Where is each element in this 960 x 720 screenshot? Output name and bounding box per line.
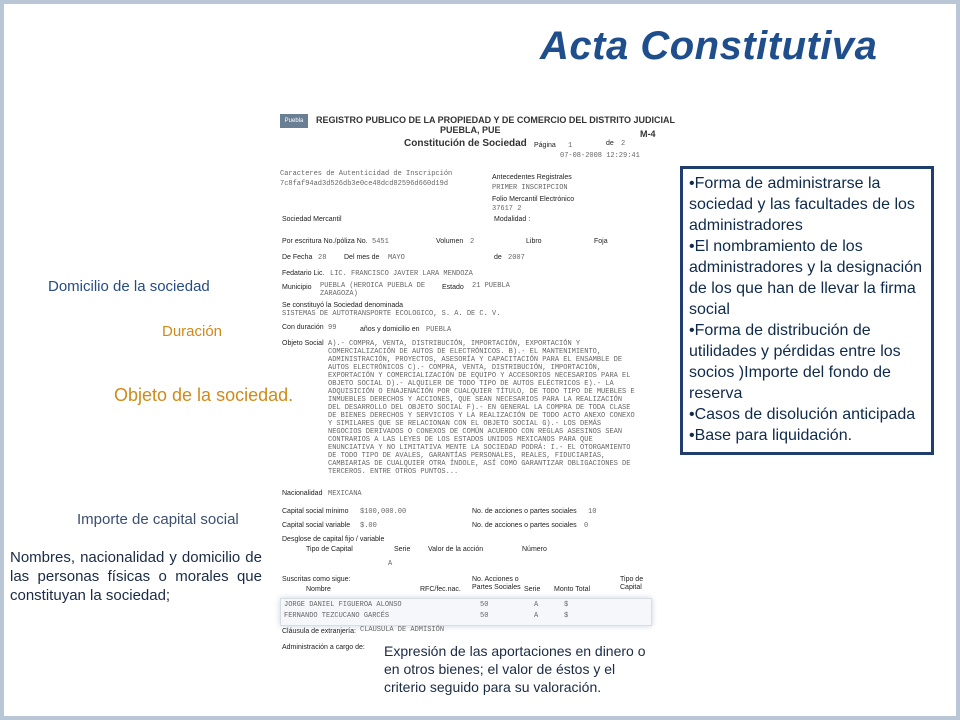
- table-row-socio-1-nombre: JORGE DANIEL FIGUEROA ALONSO: [284, 601, 402, 609]
- doc-valor-header: Valor de la acción: [428, 546, 484, 553]
- doc-fedatario-value: LIC. FRANCISCO JAVIER LARA MENDOZA: [330, 270, 473, 278]
- doc-mes-label: Del mes de: [344, 254, 380, 261]
- doc-col-tipo: Tipo de Capital: [620, 576, 644, 591]
- doc-fecha-value: 28: [318, 254, 327, 262]
- doc-page-total: 2: [621, 140, 626, 148]
- doc-timestamp: 07-08-2008 12:29:41: [560, 152, 640, 160]
- doc-libro-label: Libro: [526, 238, 542, 245]
- doc-constituyo-label: Se constituyó la Sociedad denominada: [282, 302, 404, 309]
- requirement-item: •El nombramiento de los administradores y la designación de los que han de llevar la firma social: [689, 238, 923, 318]
- annotation-importe: Importe de capital social: [77, 511, 239, 528]
- doc-header-title: Constitución de Sociedad: [404, 138, 527, 149]
- doc-clausula-value: CLAUSULA DE ADMISIÓN: [360, 626, 445, 634]
- doc-fecha-label: De Fecha: [282, 254, 313, 261]
- doc-acciones-label: No. de acciones o partes sociales: [472, 508, 577, 515]
- registry-logo: Puebla: [280, 114, 308, 128]
- doc-suscritas-label: Suscritas como sigue:: [282, 576, 351, 583]
- doc-folio-value: 37617 2: [492, 205, 522, 213]
- requirement-item: •Forma de administrarse la sociedad y las facultades de los administradores: [689, 175, 915, 234]
- doc-desglose-label: Desglose de capital fijo / variable: [282, 536, 385, 543]
- doc-numero-header: Número: [522, 546, 547, 553]
- doc-page-label: Página: [534, 142, 556, 149]
- doc-duracion-label: Con duración: [282, 324, 324, 331]
- requirement-item: •Forma de distribución de utilidades y pérdidas entre los socios )Importe del fondo de reserva: [689, 322, 901, 402]
- doc-tipo-header: Tipo de Capital: [306, 546, 353, 553]
- doc-objeto-value: A).- COMPRA, VENTA, DISTRIBUCIÓN, IMPORTACIÓN, EXPORTACIÓN Y COMERCIALIZACIÓN DE AUTOS DE ELECTRÓNICOS. B).- EL MANTENIMIENTO, ADMINISTRACIÓN, PROYECTOS, ASESORÍA Y CAPACITACIÓN PARA EL ENSAMBLE DE AUTOS ELECTRÓNICOS C).- COMPRA, VENTA, DISTRIBUCIÓN, IMPORTACIÓN, EXPORTACIÓN Y COMERCIALIZACIÓN DE EQUIPO Y ACCESORIOS NECESARIOS PARA EL OBJETO SOCIAL D).- ALQUILER DE TODO TIPO DE AUTOS ELÉCTRICOS E).- LA ADQUISICIÓN O ENAJENACIÓN POR CUALQUIER TÍTULO, DE TODO TIPO DE MUEBLES E INMUEBLES DERECHOS Y ACCIONES, QUE SEAN NECESARIOS PARA LA REALIZACIÓN DEL DESARROLLO DEL OBJETO SOCIAL F).- EN GENERAL LA COMPRA DE TODA CLASE DE BIENES DERECHOS Y SERVICIOS Y LA REALIZACIÓN DE TODO ACTO ANEXO CONEXO Y SIMILARES QUE SE RELACIONAN CON EL OBJETO SOCIAL G).- LOS DEMÁS NEGOCIOS DERIVADOS O CONEXOS DE COMÚN ACUERDO CON REGLAS ASESINOS SEAN CONTRARIOS A LAS LEYES DE LOS ESTADOS UNIDOS MEXICANOS PARA QUE ENUNCIATIVA Y NO LIMITATIVA MENTE LA SOCIEDAD PODRÁ: I.- EL OTORGAMIENTO DE TODO TIPO DE AVALES, GARANTÍAS PERSONALES, REALES, FIDUCIARIAS, CAMBIARIAS DE CUALQUIER OTRA ÍNDOLE, ASÍ COMO GARANTIZAR OBLIGACIONES DE TERCEROS. ENTRE OTROS PUNTOS...: [328, 340, 635, 476]
- requirements-box: [680, 166, 934, 455]
- doc-fedatario-label: Fedatario Lic.: [282, 270, 325, 277]
- table-row-socio-2-acciones: 50: [480, 612, 489, 620]
- doc-authenticity-value: 7c8faf94ad3d526db3e0ce48dcd82596d660d19d: [280, 180, 449, 188]
- table-row-socio-1-serie: A: [534, 601, 539, 609]
- doc-capmin-label: Capital social mínimo: [282, 508, 349, 515]
- doc-page-value: 1: [568, 142, 573, 150]
- doc-serie-value: A: [388, 560, 393, 568]
- scanned-document: [276, 110, 676, 656]
- doc-nacionalidad-value: MEXICANA: [328, 490, 362, 498]
- doc-clausula-label: Cláusula de extranjería:: [282, 628, 356, 635]
- doc-header-city: PUEBLA, PUE: [440, 125, 501, 135]
- doc-col-monto: Monto Total: [554, 586, 591, 593]
- doc-volumen-value: 2: [470, 238, 475, 246]
- doc-acciones-value: 10: [588, 508, 597, 516]
- doc-acciones2-value: 0: [584, 522, 589, 530]
- doc-acciones2-label: No. de acciones o partes sociales: [472, 522, 577, 529]
- doc-anio-label: de: [494, 254, 502, 261]
- doc-escritura-label: Por escritura No./póliza No.: [282, 238, 368, 245]
- doc-col-acciones: No. Acciones o Partes Sociales: [472, 576, 521, 591]
- doc-capvar-value: $.00: [360, 522, 377, 530]
- doc-duracion-value: 99: [328, 324, 337, 332]
- doc-municipio-value: PUEBLA (HEROICA PUEBLA DE ZARAGOZA): [320, 282, 426, 298]
- doc-foja-label: Foja: [594, 238, 608, 245]
- doc-modalidad-label: Modalidad :: [494, 216, 531, 223]
- annotation-nombres: Nombres, nacionalidad y domicilio de las personas físicas o morales que constituyan la sociedad;: [10, 549, 262, 604]
- table-row-socio-2-nombre: FERNANDO TEZCUCANO GARCÉS: [284, 612, 390, 620]
- table-row-socio-1-monto: $: [564, 601, 569, 609]
- requirement-item: •Casos de disolución anticipada: [689, 406, 916, 423]
- doc-capmin-value: $100,000.00: [360, 508, 407, 516]
- doc-antecedentes-label: Antecedentes Registrales: [492, 174, 572, 181]
- slide-title: Acta Constitutiva: [540, 24, 878, 68]
- doc-sociedad-label: Sociedad Mercantil: [282, 216, 342, 223]
- annotation-duracion: Duración: [162, 323, 223, 340]
- table-row-socio-1-acciones: 50: [480, 601, 489, 609]
- table-row-socio-2-serie: A: [534, 612, 539, 620]
- doc-objeto-label: Objeto Social: [282, 340, 324, 347]
- annotation-domicilio: Domicilio de la sociedad: [48, 278, 210, 295]
- doc-authenticity-label: Caracteres de Autenticidad de Inscripción: [280, 170, 453, 178]
- doc-page-of-label: de: [606, 140, 614, 147]
- doc-form-code: M-4: [640, 129, 656, 139]
- doc-mes-value: MAYO: [388, 254, 405, 262]
- doc-capvar-label: Capital social variable: [282, 522, 351, 529]
- doc-col-serie: Serie: [524, 586, 541, 593]
- requirement-item: •Base para liquidación.: [689, 427, 853, 444]
- annotation-expresion: Expresión de las aportaciones en dinero o en otros bienes; el valor de éstos y el criterio seguido para su valoración.: [384, 643, 646, 695]
- doc-anio-value: 2007: [508, 254, 525, 262]
- doc-municipio-label: Municipio: [282, 284, 312, 291]
- doc-header-registry: REGISTRO PUBLICO DE LA PROPIEDAD Y DE COMERCIO DEL DISTRITO JUDICIAL: [316, 115, 676, 125]
- table-row-socio-2-monto: $: [564, 612, 569, 620]
- annotation-objeto: Objeto de la sociedad.: [114, 385, 294, 405]
- doc-estado-value: 21 PUEBLA: [472, 282, 510, 290]
- doc-serie-header: Serie: [394, 546, 411, 553]
- doc-nacionalidad-label: Nacionalidad: [282, 490, 323, 497]
- doc-folio-label: Folio Mercantil Electrónico: [492, 196, 575, 203]
- doc-antecedentes-value: PRIMER INSCRIPCION: [492, 184, 568, 192]
- doc-col-rfc: RFC/fec.nac.: [420, 586, 461, 593]
- doc-domicilio-label: años y domicilio en: [360, 326, 420, 333]
- doc-volumen-label: Volumen: [436, 238, 464, 245]
- doc-constituyo-value: SISTEMAS DE AUTOTRANSPORTE ECOLOGICO, S. A. DE C. V.: [282, 310, 501, 318]
- doc-escritura-value: 5451: [372, 238, 389, 246]
- doc-estado-label: Estado: [442, 284, 464, 291]
- doc-domicilio-value: PUEBLA: [426, 326, 452, 334]
- doc-admin-label: Administración a cargo de:: [282, 644, 365, 651]
- doc-col-nombre: Nombre: [306, 586, 331, 593]
